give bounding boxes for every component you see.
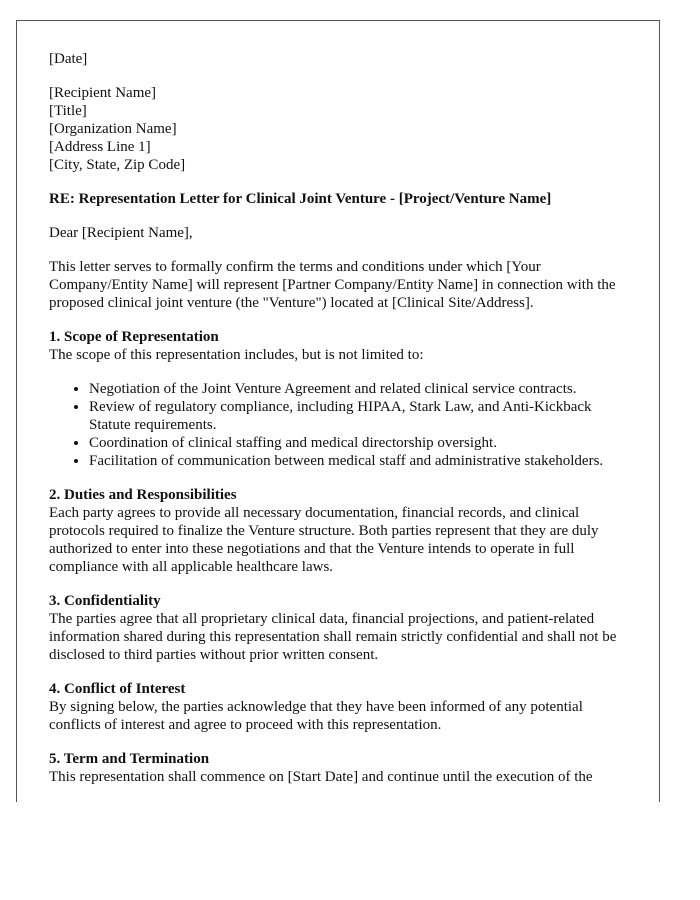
section-body: Each party agrees to provide all necessary documentation, financial records, and clinical protocols required to finalize the Venture structure. Both parties represent that they are duly authorized to enter into these negotiations and that the Venture intends to operate in full compliance with all applicable healthcare laws. (49, 505, 599, 575)
list-item: • Review of regulatory compliance, including HIPAA, Stark Law, and Anti-Kickback Statute requirements. (89, 398, 633, 434)
section-heading: 3. Confidentiality (49, 593, 161, 609)
section-body: The parties agree that all proprietary clinical data, financial projections, and patient-related information shared during this representation shall remain strictly confidential and shall not be disclosed to third parties without prior written consent. (49, 611, 617, 663)
section-heading: 1. Scope of Representation (49, 329, 219, 345)
recipient-city-state-zip: [City, State, Zip Code] (49, 157, 186, 173)
letter-page (16, 20, 660, 802)
section-body: This representation shall commence on [Start Date] and continue until the execution of the (49, 769, 593, 785)
recipient-name: [Recipient Name] (49, 85, 157, 101)
subject-line: RE: Representation Letter for Clinical Joint Venture - [Project/Venture Name] (49, 191, 552, 207)
salutation: Dear [Recipient Name], (49, 225, 193, 241)
scope-list (49, 380, 633, 470)
intro-paragraph: This letter serves to formally confirm the terms and conditions under which [Your Company/Entity Name] will represent [Partner Company/Entity Name] in connection with the proposed clinical joint venture (the "Venture") located at [Clinical Site/Address]. (49, 259, 616, 311)
section-term (49, 750, 633, 786)
section-body: The scope of this representation includes, but is not limited to: (49, 347, 424, 363)
recipient-title: [Title] (49, 103, 87, 119)
section-heading: 2. Duties and Responsibilities (49, 487, 237, 503)
recipient-block (49, 84, 633, 174)
letter-date: [Date] (49, 51, 88, 67)
section-heading: 4. Conflict of Interest (49, 681, 186, 697)
recipient-address: [Address Line 1] (49, 139, 151, 155)
recipient-organization: [Organization Name] (49, 121, 177, 137)
list-item: • Coordination of clinical staffing and medical directorship oversight. (89, 434, 633, 452)
section-scope (49, 328, 633, 470)
list-item: • Facilitation of communication between medical staff and administrative stakeholders. (89, 452, 633, 470)
section-heading: 5. Term and Termination (49, 751, 210, 767)
section-confidentiality (49, 592, 633, 664)
section-duties (49, 486, 633, 576)
section-conflict (49, 680, 633, 734)
section-body: By signing below, the parties acknowledge that they have been informed of any potential conflicts of interest and agree to proceed with this representation. (49, 699, 583, 733)
list-item: • Negotiation of the Joint Venture Agreement and related clinical service contracts. (89, 380, 633, 398)
